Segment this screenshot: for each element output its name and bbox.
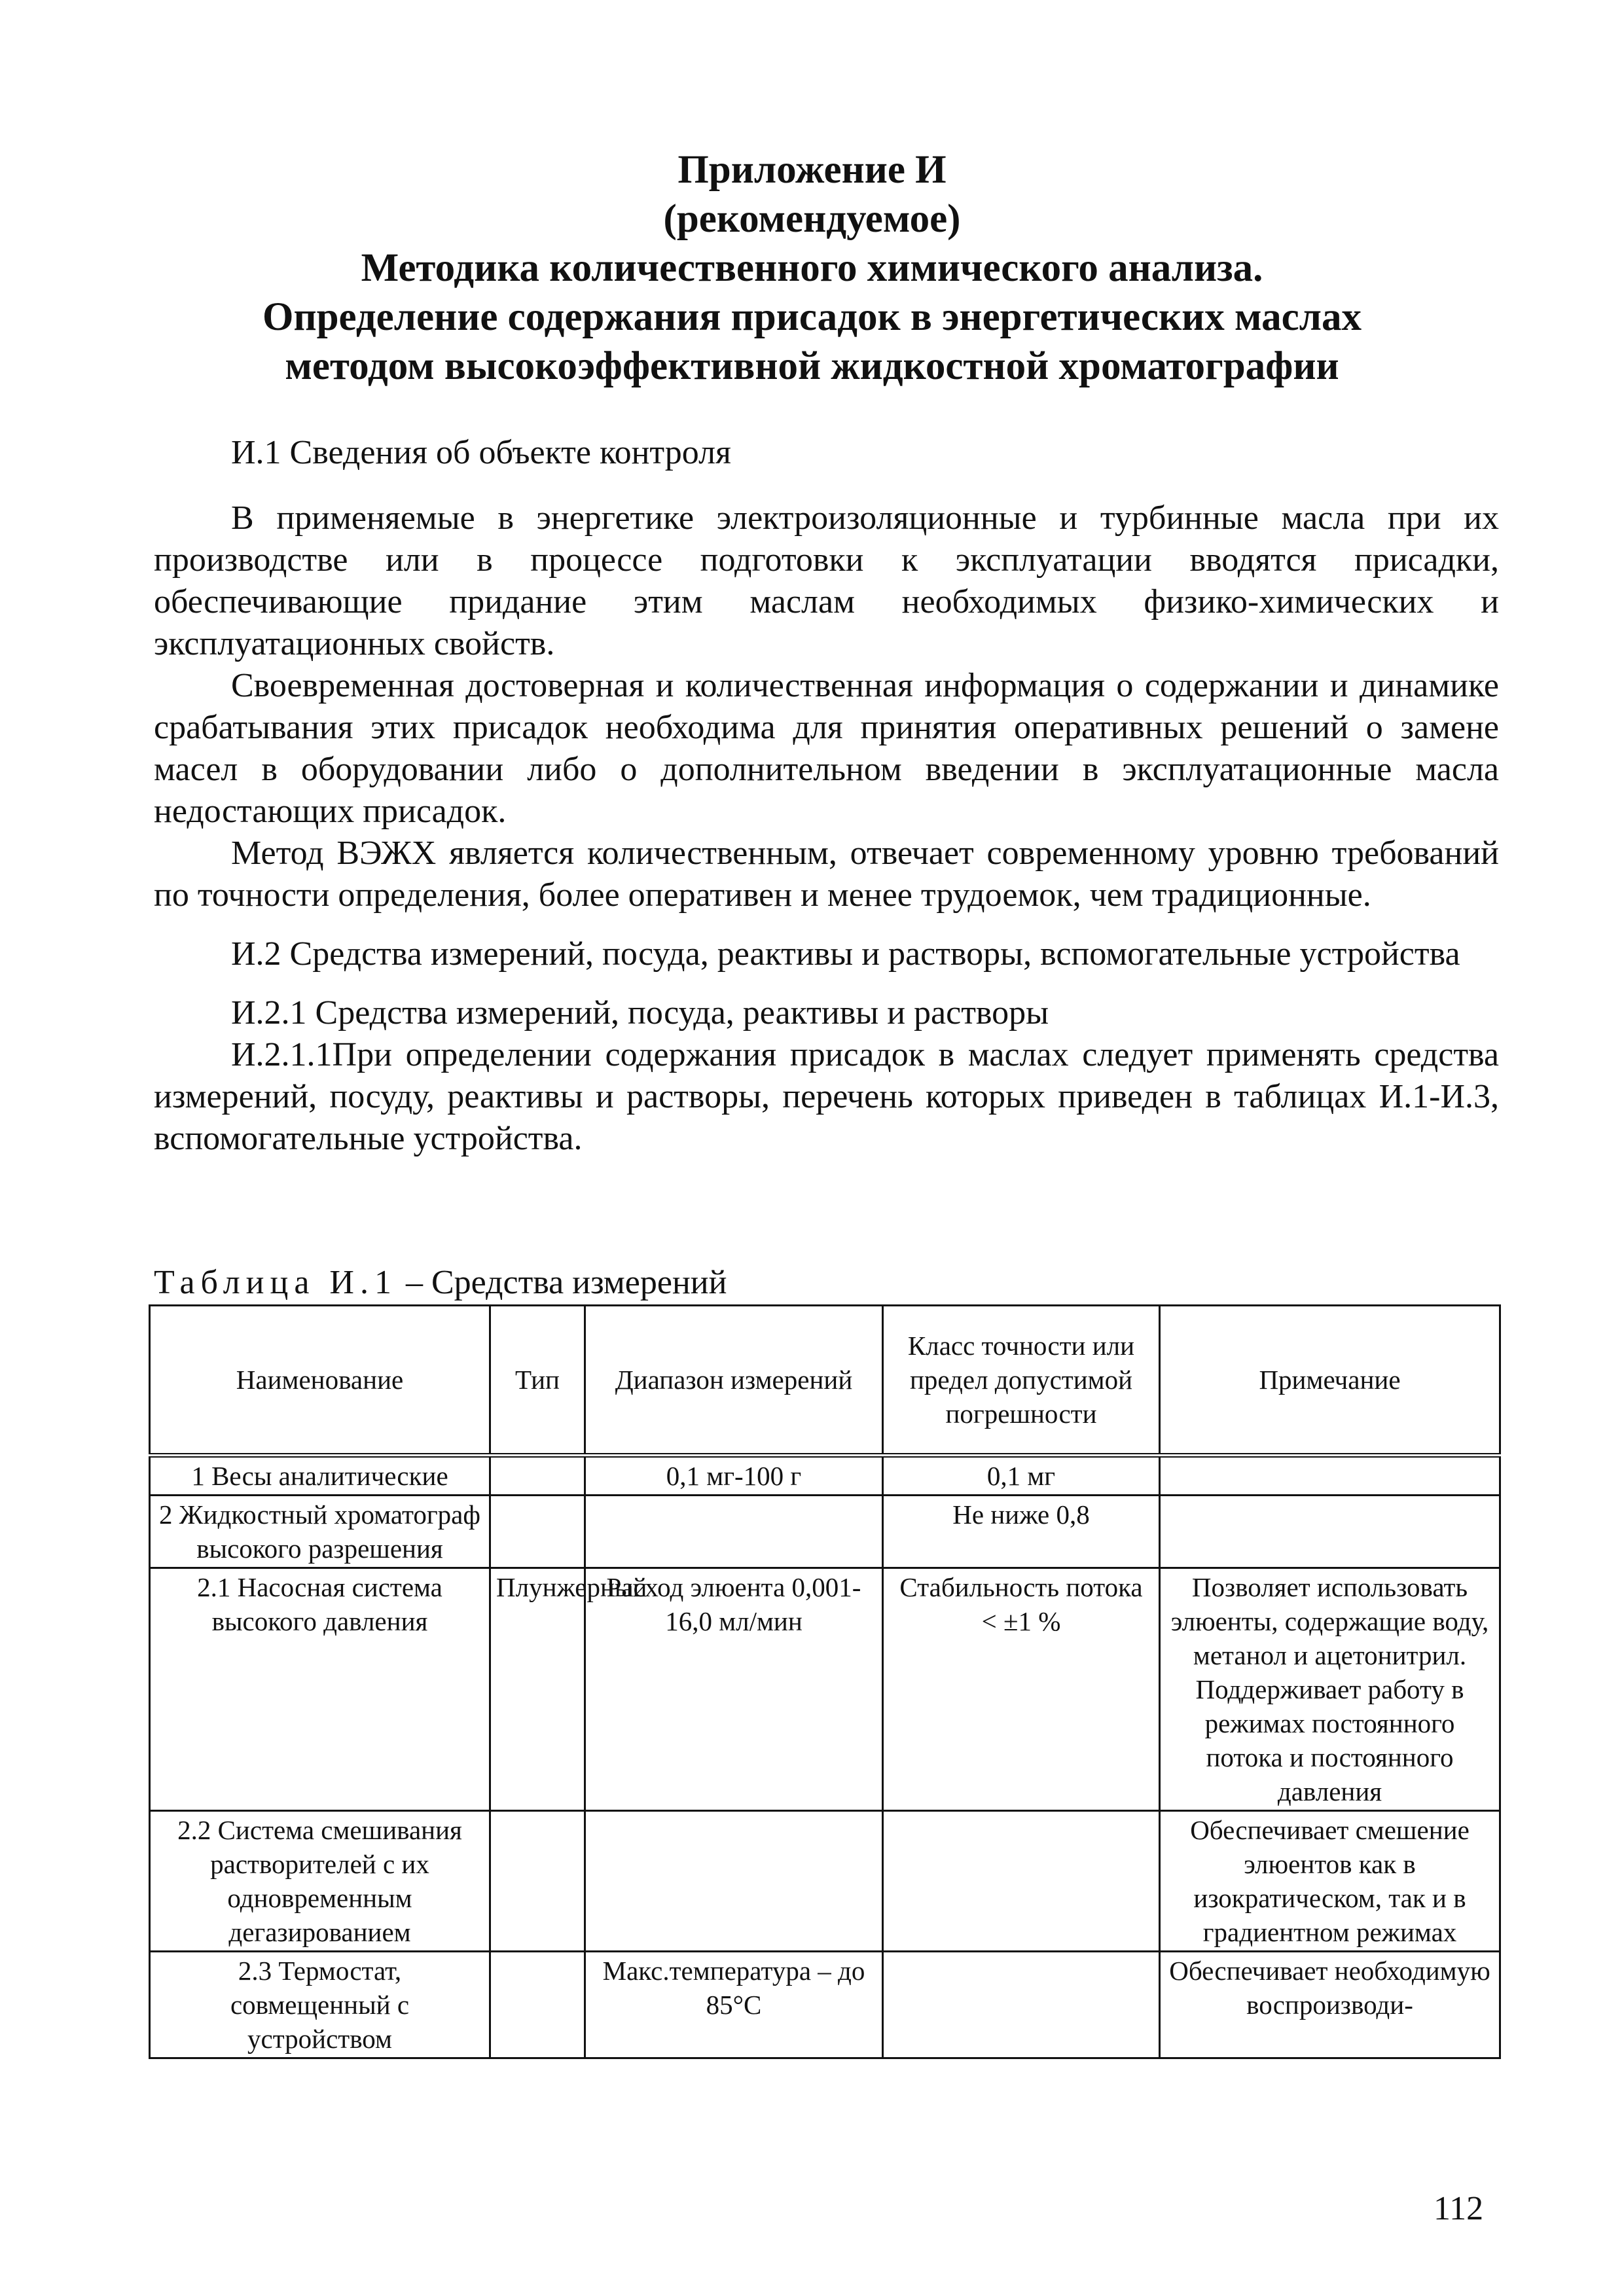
table-cell: Плунжерный <box>490 1568 585 1811</box>
table-cell: 2.2 Система смешивания растворителей с их одновременным дегазированием <box>150 1811 490 1952</box>
table-cell: 0,1 мг <box>883 1456 1160 1496</box>
table-caption-label: Таблица И.1 <box>154 1264 397 1301</box>
title-line: Определение содержания присадок в энергетических маслах <box>262 295 1362 339</box>
table-cell: 0,1 мг-100 г <box>585 1456 883 1496</box>
table-cell <box>585 1496 883 1568</box>
page-number: 112 <box>1434 2190 1484 2227</box>
title-line: (рекомендуемое) <box>663 197 961 241</box>
appendix-title <box>0 145 1624 391</box>
table-cell: 2.1 Насосная система высокого давления <box>150 1568 490 1811</box>
table-cell <box>490 1496 585 1568</box>
table-cell <box>1160 1496 1500 1568</box>
column-header: Класс точности или предел допустимой погрешности <box>883 1306 1160 1456</box>
title-line: методом высокоэффективной жидкостной хроматографии <box>285 344 1339 388</box>
table-cell <box>883 1952 1160 2058</box>
table-cell: 2.3 Термостат, совмещенный с устройством <box>150 1952 490 2058</box>
table-caption-text: – Средства измерений <box>397 1264 727 1301</box>
section-heading-2-1: И.2.1 Средства измерений, посуда, реактивы и растворы <box>231 994 1049 1031</box>
table-cell: Расход элюента 0,001-16,0 мл/мин <box>585 1568 883 1811</box>
section-heading-2: И.2 Средства измерений, посуда, реактивы и растворы, вспомогательные устройства <box>231 935 1460 973</box>
table-cell: Позволяет использовать элюенты, содержащие воду, метанол и ацетонитрил. Поддерживает работу в режимах постоянного потока и постоянного давления <box>1160 1568 1500 1811</box>
table-header-row <box>150 1306 1500 1456</box>
title-line: Методика количественного химического анализа. <box>361 246 1263 290</box>
paragraph: Своевременная достоверная и количественная информация о содержании и динамике срабатывания этих присадок необходима для принятия оперативных решений о замене масел в оборудовании либо о дополнительном введении в эксплуатационные масла недостающих присадок. <box>154 667 1499 830</box>
column-header: Примечание <box>1160 1306 1500 1456</box>
instruments-table <box>149 1304 1501 2059</box>
table-row <box>150 1456 1500 1496</box>
paragraph: Метод ВЭЖХ является количественным, отвечает современному уровню требований по точности определения, более оперативен и менее трудоемок, чем традиционные. <box>154 834 1499 914</box>
table-cell <box>1160 1456 1500 1496</box>
table-cell: 1 Весы аналитические <box>150 1456 490 1496</box>
table-cell <box>490 1456 585 1496</box>
document-body <box>154 432 1499 1160</box>
table-cell: Обеспечивает смешение элюентов как в изократическом, так и в градиентном режимах <box>1160 1811 1500 1952</box>
title-line: Приложение И <box>677 148 947 192</box>
table-cell: Макс.температура – до 85°С <box>585 1952 883 2058</box>
table-cell <box>490 1811 585 1952</box>
paragraph: В применяемые в энергетике электроизоляционные и турбинные масла при их производстве или в процессе подготовки к эксплуатации вводятся присадки, обеспечивающие придание этим маслам необходимых физико-химических и эксплуатационных свойств. <box>154 499 1499 662</box>
paragraph: И.2.1.1При определении содержания присадок в маслах следует применять средства измерений, посуду, реактивы и растворы, перечень которых приведен в таблицах И.1-И.3, вспомогательные устройства. <box>154 1036 1499 1157</box>
table-row <box>150 1952 1500 2058</box>
table-row <box>150 1568 1500 1811</box>
table-caption <box>154 1265 727 1301</box>
column-header: Наименование <box>150 1306 490 1456</box>
section-heading-1: И.1 Сведения об объекте контроля <box>231 434 731 471</box>
column-header: Тип <box>490 1306 585 1456</box>
table-row <box>150 1496 1500 1568</box>
table-cell: Не ниже 0,8 <box>883 1496 1160 1568</box>
table-row <box>150 1811 1500 1952</box>
column-header: Диапазон измерений <box>585 1306 883 1456</box>
table-cell <box>490 1952 585 2058</box>
table-cell <box>883 1811 1160 1952</box>
table-cell: Стабильность потока < ±1 % <box>883 1568 1160 1811</box>
table-cell: 2 Жидкостный хроматограф высокого разрешения <box>150 1496 490 1568</box>
table-cell: Обеспечивает необходимую воспроизводи- <box>1160 1952 1500 2058</box>
table-cell <box>585 1811 883 1952</box>
